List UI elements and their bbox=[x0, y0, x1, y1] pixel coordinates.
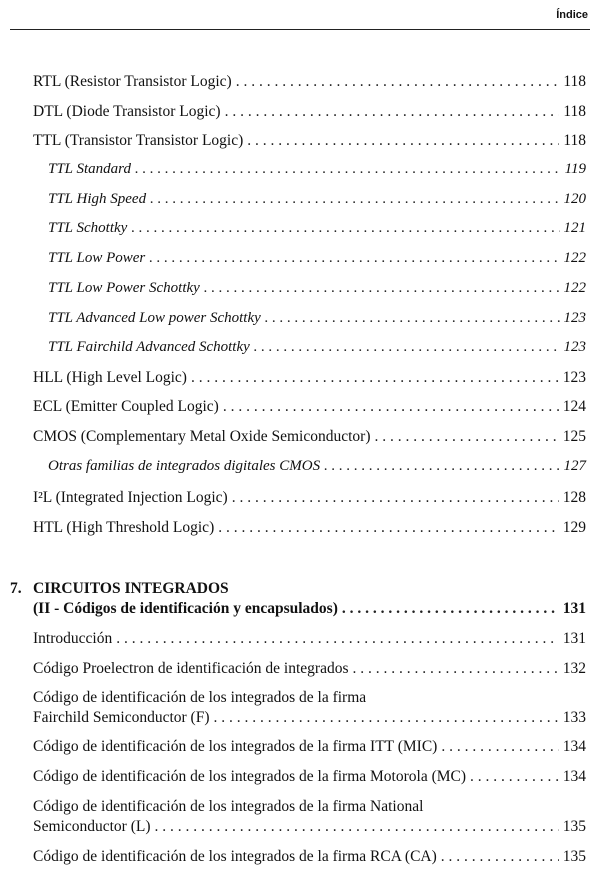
toc-entry bbox=[48, 458, 586, 478]
entry-label: TTL Low Power Schottky bbox=[48, 280, 200, 296]
entry-label: Código de identificación de los integrados de la firma bbox=[33, 689, 367, 706]
entry-label: TTL Schottky bbox=[48, 220, 128, 236]
page-number: 118 bbox=[563, 73, 586, 90]
entry-label: Código Proelectron de identificación de integrados bbox=[33, 660, 349, 677]
page-number: 128 bbox=[562, 489, 586, 506]
page-number: 134 bbox=[562, 738, 586, 755]
page-number: 121 bbox=[563, 220, 586, 236]
entry-label: HTL (High Threshold Logic) bbox=[33, 519, 215, 536]
dot-leader bbox=[232, 489, 559, 507]
entry-label: DTL (Diode Transistor Logic) bbox=[33, 103, 221, 120]
toc-entry bbox=[48, 280, 586, 300]
page-number: 135 bbox=[562, 848, 586, 865]
entry-label: TTL Advanced Low power Schottky bbox=[48, 310, 261, 326]
toc-entry bbox=[33, 103, 586, 123]
entry-label: TTL Standard bbox=[48, 161, 131, 177]
dot-leader bbox=[149, 250, 559, 267]
entry-label: Semiconductor (L) bbox=[33, 818, 151, 835]
toc-entry bbox=[33, 709, 586, 729]
dot-leader bbox=[324, 458, 559, 475]
dot-leader bbox=[204, 280, 560, 297]
entry-label: TTL Low Power bbox=[48, 250, 146, 266]
page-number: 131 bbox=[562, 630, 586, 647]
toc-entry bbox=[33, 738, 586, 758]
page-number: 124 bbox=[562, 398, 586, 415]
page-number: 134 bbox=[562, 768, 586, 785]
dot-leader bbox=[265, 310, 560, 327]
toc-entry bbox=[48, 339, 586, 359]
dot-leader bbox=[214, 709, 559, 727]
page-number: 122 bbox=[563, 280, 586, 296]
page-number: 129 bbox=[562, 519, 586, 536]
page-number: 132 bbox=[562, 660, 586, 677]
entry-label: Introducción bbox=[33, 630, 113, 647]
entry-label: TTL Fairchild Advanced Schottky bbox=[48, 339, 250, 355]
toc-entry bbox=[33, 428, 586, 448]
dot-leader bbox=[236, 73, 560, 91]
entry-label: Fairchild Semiconductor (F) bbox=[33, 709, 210, 726]
chapter-title: CIRCUITOS INTEGRADOS bbox=[33, 580, 229, 597]
dot-leader bbox=[150, 191, 559, 208]
toc-entry bbox=[33, 768, 586, 788]
toc-entry bbox=[33, 398, 586, 418]
toc-entry bbox=[48, 220, 586, 240]
toc-entry bbox=[33, 630, 586, 650]
page-number: 123 bbox=[563, 310, 586, 326]
toc-entry bbox=[33, 132, 586, 152]
dot-leader bbox=[116, 630, 559, 648]
page-number: 131 bbox=[562, 600, 586, 617]
page-number: 119 bbox=[564, 161, 586, 177]
page-number: 125 bbox=[562, 428, 586, 445]
dot-leader bbox=[135, 161, 561, 178]
dot-leader bbox=[131, 220, 559, 237]
dot-leader bbox=[470, 768, 559, 786]
chapter-heading bbox=[10, 580, 586, 600]
toc-entry bbox=[33, 818, 586, 838]
toc-entry bbox=[48, 191, 586, 211]
entry-label: Otras familias de integrados digitales CMOS bbox=[48, 458, 321, 474]
toc-entry bbox=[33, 660, 586, 680]
page-number: 118 bbox=[563, 132, 586, 149]
dot-leader bbox=[155, 818, 559, 836]
dot-leader bbox=[353, 660, 559, 678]
entry-label: Código de identificación de los integrados de la firma Motorola (MC) bbox=[33, 768, 467, 785]
toc-entry bbox=[48, 161, 586, 181]
page-number: 120 bbox=[563, 191, 586, 207]
dot-leader bbox=[375, 428, 559, 446]
dot-leader bbox=[191, 369, 559, 387]
entry-label: ECL (Emitter Coupled Logic) bbox=[33, 398, 219, 415]
dot-leader bbox=[247, 132, 559, 150]
dot-leader bbox=[441, 738, 558, 756]
page-number: 127 bbox=[563, 458, 586, 474]
chapter-subtitle-row bbox=[33, 600, 586, 620]
chapter-subtitle: (II - Códigos de identificación y encapsulados) bbox=[33, 600, 338, 617]
entry-label: Código de identificación de los integrados de la firma ITT (MIC) bbox=[33, 738, 438, 755]
page-number: 123 bbox=[563, 339, 586, 355]
page-number: 135 bbox=[562, 818, 586, 835]
entry-label: TTL High Speed bbox=[48, 191, 147, 207]
toc-entry bbox=[33, 689, 586, 709]
entry-label: RTL (Resistor Transistor Logic) bbox=[33, 73, 232, 90]
toc-entry bbox=[33, 848, 586, 868]
dot-leader bbox=[218, 519, 559, 537]
running-header: Índice bbox=[556, 9, 588, 21]
toc-entry bbox=[33, 798, 586, 818]
dot-leader bbox=[441, 848, 559, 866]
entry-label: I²L (Integrated Injection Logic) bbox=[33, 489, 228, 506]
page-number: 118 bbox=[563, 103, 586, 120]
toc-entry bbox=[33, 519, 586, 539]
entry-label: TTL (Transistor Transistor Logic) bbox=[33, 132, 244, 149]
page-number: 123 bbox=[562, 369, 586, 386]
entry-label: Código de identificación de los integrados de la firma National bbox=[33, 798, 424, 815]
toc-entry bbox=[33, 489, 586, 509]
dot-leader bbox=[342, 600, 559, 618]
dot-leader bbox=[254, 339, 560, 356]
dot-leader bbox=[225, 103, 560, 121]
page-number: 122 bbox=[563, 250, 586, 266]
toc-entry bbox=[48, 250, 586, 270]
header-rule bbox=[10, 29, 590, 30]
dot-leader bbox=[223, 398, 559, 416]
entry-label: Código de identificación de los integrados de la firma RCA (CA) bbox=[33, 848, 437, 865]
page-number: 133 bbox=[562, 709, 586, 726]
entry-label: CMOS (Complementary Metal Oxide Semiconductor) bbox=[33, 428, 371, 445]
toc-entry bbox=[48, 310, 586, 330]
chapter-number: 7. bbox=[10, 580, 22, 597]
toc-entry bbox=[33, 73, 586, 93]
toc-entry bbox=[33, 369, 586, 389]
entry-label: HLL (High Level Logic) bbox=[33, 369, 187, 386]
